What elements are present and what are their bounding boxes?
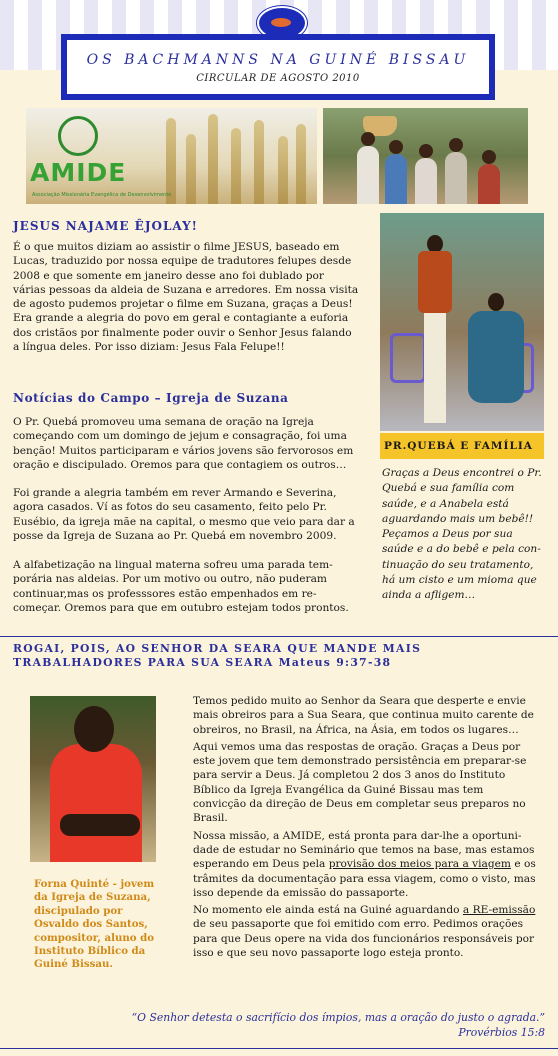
section-title-rogai: ROGAI, POIS, AO SENHOR DA SEARA QUE MANDE MAIS TRABALHADORES PARA SUA SEARA Mateus 9:37-38 xyxy=(13,642,422,669)
newsletter-title: OS BACHMANNS NA GUINÉ BISSAU xyxy=(86,52,470,68)
travel-provision-underlined: provisão dos meios para a viagem xyxy=(328,858,511,871)
newsletter-subtitle: CIRCULAR DE AGOSTO 2010 xyxy=(196,73,360,84)
amide-logo: AMIDE Associação Missionária Evangélica de Desenvolvimento xyxy=(30,114,135,202)
header-box xyxy=(61,34,495,100)
family-text: Graças a Deus encontrei o Pr. Quebá e sua família com saúde, e a Anabela está aguardando mais um bebê!! Peçamos a Deus por sua saúde e a do bebê e pela con-tinuação do seu tratamento, há um cisto e um mioma que ainda a afligem… xyxy=(382,467,542,602)
paragraph-resposta: Aqui vemos uma das respostas de oração. Graças a Deus por este jovem que tem demonstrado persistência em preparar-se para servir a Deus. Já completou 2 dos 3 anos do Instituto Bíblico da Igreja Evangélica da Guiné Bissau mas tem convicção da direção de Deus em completar seus preparos no Brasil. xyxy=(193,740,527,825)
rogai-text xyxy=(193,694,539,963)
paragraph-passaporte: No momento ele ainda está na Guiné aguardando a RE-emissão de seu passaporte que foi emitido com erro. Pedimos orações para que Deus opere na vida dos funcionários responsáveis por isso e que seu novo passaporte logo esteja pronto. xyxy=(193,904,536,960)
family-photo xyxy=(380,213,544,431)
bottom-divider xyxy=(0,1048,558,1049)
section-text-jesus: É o que muitos diziam ao assistir o filme JESUS, baseado em Lucas, traduzido por nossa equipe de tradutores felupes desde 2008 e que somente em janeiro desse ano foi dublado por várias pessoas da aldeia de Suzana e arredores. Em nossa visita de agosto pudemos projetar o filme em Suzana, graças a Deus! Era grande a alegria do povo em geral e contagiante a euforia dos cristãos por finalmente poder ouvir o Senhor Jesus falando a língua deles. Por isso diziam: Jesus Fala Felupe!! xyxy=(13,241,359,354)
reemission-underlined: a RE-emissão xyxy=(462,904,536,917)
young-man-caption: Forna Quinté - jovem da Igreja de Suzana, discipulado por Osvaldo dos Santos, compositor, aluno do Instituto Bíblico da Guiné Bissau. xyxy=(34,878,155,971)
verse-text: “O Senhor detesta o sacrifício dos ímpios, mas a oração do justo o agrada.” xyxy=(131,1011,545,1024)
paragraph-casamento: Foi grande a alegria também em rever Armando e Severina, agora casados. Ví as fotos do seu casamento, feito pelo Pr. Eusébio, da igreja mãe na capital, o mesmo que veio para dar a posse da Igreja de Suzana ao Pr. Quebá em novembro 2009. xyxy=(13,487,355,542)
paragraph-alfabetizacao: A alfabetização na lingual materna sofreu uma parada tem-porária nas aldeias. Por um motivo ou outro, não puderam continuar,mas os professsores estão empenhados em re-começar. Oremos para que em outubro estejam todos prontos. xyxy=(13,559,349,614)
children-photo xyxy=(323,108,528,204)
wheat-banner-image xyxy=(26,108,317,204)
section-title-jesus: JESUS NAJAME ÊJOLAY! xyxy=(13,219,198,233)
young-man-photo xyxy=(30,696,156,862)
bible-verse xyxy=(70,1011,545,1040)
paragraph-amide: Nossa missão, a AMIDE, está pronta para dar-lhe a oportuni-dade de estudar no Seminário que temos na base, mas estamos esperando em Deus pela provisão dos meios para a viagem e os trâmites da documentação para essa viagem, como o visto, mas isso depende da emissão do passaporte. xyxy=(193,829,536,899)
paragraph-obreiros: Temos pedido muito ao Senhor da Seara que desperte e envie mais obreiros para a Sua Seara, que continua muito carente de obreiros, no Brasil, na África, na Ásia, em todos os lugares… xyxy=(193,695,534,736)
amide-emblem-icon xyxy=(58,116,98,156)
paragraph-oracao: O Pr. Quebá promoveu uma semana de oração na Igreja começando com um domingo de jejum e consagração, foi uma benção! Muitos participaram e vários jovens são fervorosos em oração e discipulado. Oremos para que contagiem os outros… xyxy=(13,416,354,471)
verse-reference: Provérbios 15:8 xyxy=(458,1025,545,1039)
section-title-noticias: Notícias do Campo – Igreja de Suzana xyxy=(13,391,289,405)
family-caption: PR.QUEBÁ E FAMÍLIA xyxy=(380,433,544,459)
section-divider xyxy=(0,636,558,637)
